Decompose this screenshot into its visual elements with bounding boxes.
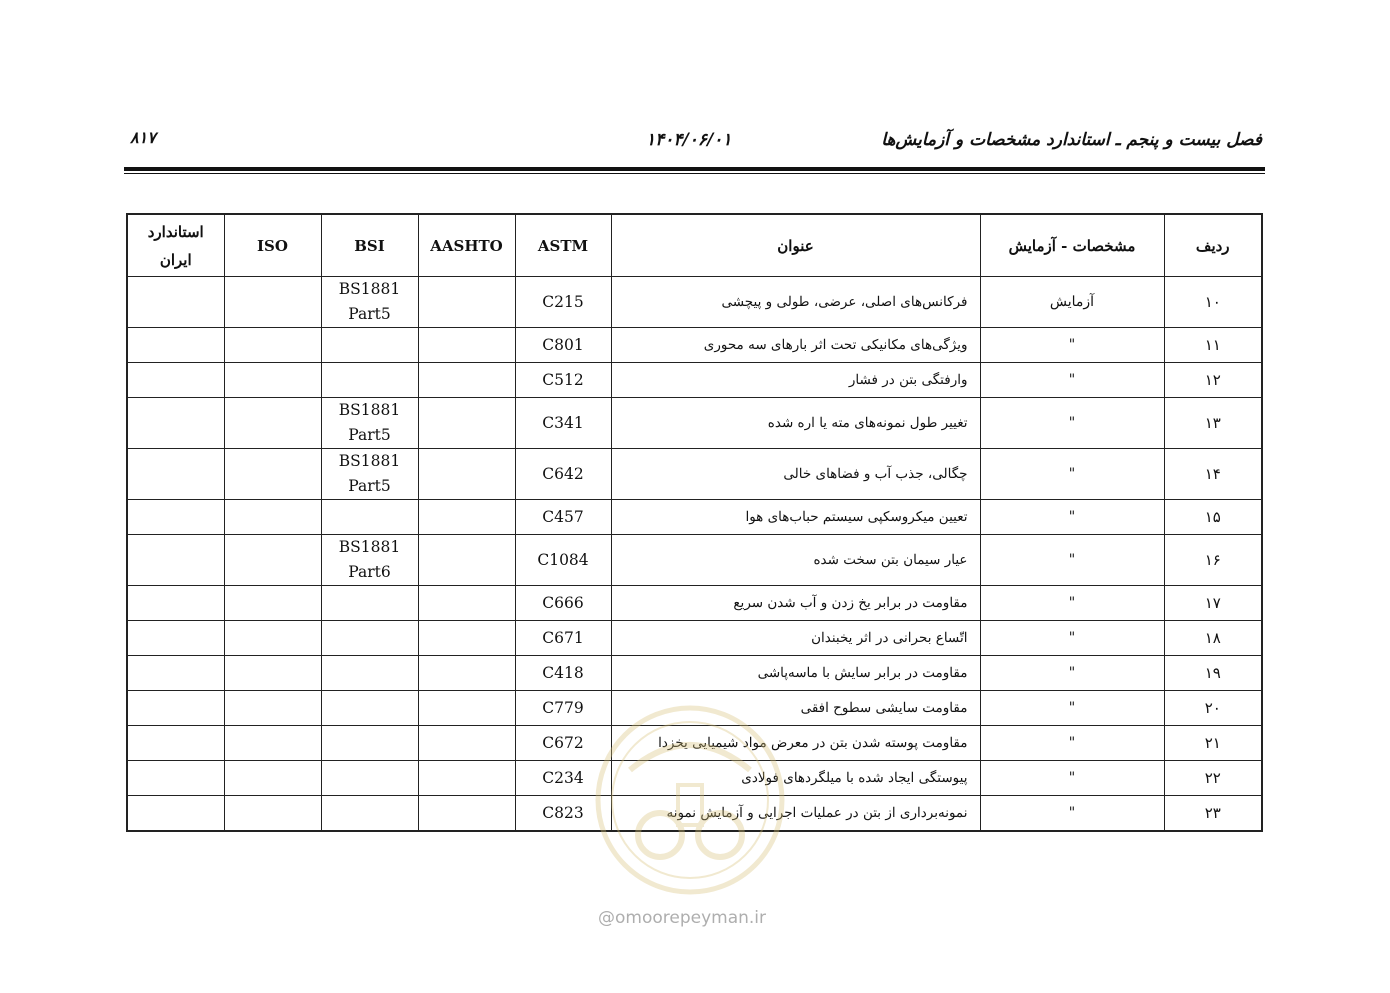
iso-cell: [224, 586, 321, 621]
table-row: [127, 586, 1262, 621]
title-cell: فرکانس‌های اصلی، عرضی، طولی و پیچشی: [611, 277, 980, 328]
header-spec: مشخصات - آزمایش: [980, 214, 1164, 277]
header-aashto: AASHTO: [418, 214, 515, 277]
page-number: ۸۱۷: [130, 128, 156, 147]
bsi-cell: [321, 535, 418, 586]
iran-standard-cell: [127, 363, 224, 398]
row-number-cell: ۱۳: [1164, 398, 1262, 449]
spec-cell: ": [980, 761, 1164, 796]
row-number-cell: ۱۱: [1164, 328, 1262, 363]
bsi-part: Part6: [348, 563, 391, 581]
aashto-cell: [418, 726, 515, 761]
header-rule-thin: [124, 173, 1265, 174]
header-astm: ASTM: [515, 214, 611, 277]
title-cell: عیار سیمان بتن سخت شده: [611, 535, 980, 586]
spec-cell: ": [980, 656, 1164, 691]
spec-cell: ": [980, 796, 1164, 832]
title-cell: تعیین میکروسکپی سیستم حباب‌های هوا: [611, 500, 980, 535]
aashto-cell: [418, 761, 515, 796]
table-row: [127, 796, 1262, 832]
table-header-row: [127, 214, 1262, 277]
aashto-cell: [418, 535, 515, 586]
bsi-cell: [321, 796, 418, 832]
title-cell: چگالی، جذب آب و فضاهای خالی: [611, 449, 980, 500]
header-row-number: ردیف: [1164, 214, 1262, 277]
astm-cell: C801: [515, 328, 611, 363]
iran-standard-cell: [127, 449, 224, 500]
aashto-cell: [418, 277, 515, 328]
iran-standard-cell: [127, 656, 224, 691]
title-cell: اتّساع بحرانی در اثر یخبندان: [611, 621, 980, 656]
row-number-cell: ۱۶: [1164, 535, 1262, 586]
spec-cell: ": [980, 500, 1164, 535]
document-date: ۱۴۰۴/۰۶/۰۱: [646, 130, 732, 150]
spec-cell: ": [980, 328, 1164, 363]
bsi-cell: [321, 277, 418, 328]
astm-cell: C418: [515, 656, 611, 691]
row-number-cell: ۲۰: [1164, 691, 1262, 726]
iso-cell: [224, 500, 321, 535]
astm-cell: C671: [515, 621, 611, 656]
iso-cell: [224, 277, 321, 328]
bsi-cell: [321, 656, 418, 691]
iran-standard-cell: [127, 500, 224, 535]
title-cell: تغییر طول نمونه‌های مته یا اره شده: [611, 398, 980, 449]
spec-cell: آزمایش: [980, 277, 1164, 328]
bsi-cell: [321, 328, 418, 363]
astm-cell: C1084: [515, 535, 611, 586]
title-cell: ویژگی‌های مکانیکی تحت اثر بارهای سه محوری: [611, 328, 980, 363]
aashto-cell: [418, 328, 515, 363]
astm-cell: C672: [515, 726, 611, 761]
iso-cell: [224, 761, 321, 796]
bsi-code: BS1881: [338, 401, 401, 419]
bsi-part: Part5: [348, 426, 391, 444]
iran-standard-cell: [127, 796, 224, 832]
aashto-cell: [418, 500, 515, 535]
row-number-cell: ۱۸: [1164, 621, 1262, 656]
row-number-cell: ۲۱: [1164, 726, 1262, 761]
bsi-code: BS1881: [338, 280, 401, 298]
title-cell: مقاومت در برابر سایش با ماسه‌پاشی: [611, 656, 980, 691]
row-number-cell: ۲۲: [1164, 761, 1262, 796]
header-iran-line2: ایران: [159, 250, 192, 269]
chapter-title: فصل بیست و پنجم ـ استاندارد مشخصات و آزمایش‌ها: [881, 130, 1262, 150]
bsi-cell: [321, 691, 418, 726]
iran-standard-cell: [127, 277, 224, 328]
aashto-cell: [418, 621, 515, 656]
astm-cell: C341: [515, 398, 611, 449]
row-number-cell: ۱۲: [1164, 363, 1262, 398]
astm-cell: C457: [515, 500, 611, 535]
bsi-part: Part5: [348, 477, 391, 495]
page-header: [126, 126, 1264, 158]
aashto-cell: [418, 691, 515, 726]
aashto-cell: [418, 656, 515, 691]
iso-cell: [224, 656, 321, 691]
header-rule-thick: [124, 167, 1265, 171]
table-row: [127, 328, 1262, 363]
aashto-cell: [418, 796, 515, 832]
header-title: عنوان: [611, 214, 980, 277]
spec-cell: ": [980, 398, 1164, 449]
astm-cell: C823: [515, 796, 611, 832]
row-number-cell: ۲۳: [1164, 796, 1262, 832]
iran-standard-cell: [127, 691, 224, 726]
table-row: [127, 621, 1262, 656]
row-number-cell: ۱۷: [1164, 586, 1262, 621]
iso-cell: [224, 328, 321, 363]
iso-cell: [224, 691, 321, 726]
header-iso: ISO: [224, 214, 321, 277]
spec-cell: ": [980, 449, 1164, 500]
astm-cell: C234: [515, 761, 611, 796]
title-cell: وارفتگی بتن در فشار: [611, 363, 980, 398]
bsi-cell: [321, 398, 418, 449]
astm-cell: C215: [515, 277, 611, 328]
iran-standard-cell: [127, 586, 224, 621]
row-number-cell: ۱۰: [1164, 277, 1262, 328]
iso-cell: [224, 621, 321, 656]
spec-cell: ": [980, 691, 1164, 726]
iran-standard-cell: [127, 328, 224, 363]
aashto-cell: [418, 586, 515, 621]
table-row: [127, 398, 1262, 449]
spec-cell: ": [980, 363, 1164, 398]
iso-cell: [224, 363, 321, 398]
table-row: [127, 726, 1262, 761]
watermark-text: @omoorepeyman.ir: [598, 908, 767, 928]
iran-standard-cell: [127, 726, 224, 761]
bsi-code: BS1881: [338, 538, 401, 556]
astm-cell: C512: [515, 363, 611, 398]
iso-cell: [224, 796, 321, 832]
table-row: [127, 691, 1262, 726]
astm-cell: C642: [515, 449, 611, 500]
table-row: [127, 761, 1262, 796]
bsi-cell: [321, 449, 418, 500]
bsi-cell: [321, 500, 418, 535]
row-number-cell: ۱۴: [1164, 449, 1262, 500]
table-row: [127, 535, 1262, 586]
iso-cell: [224, 726, 321, 761]
row-number-cell: ۱۹: [1164, 656, 1262, 691]
title-cell: مقاومت پوسته شدن بتن در معرض مواد شیمیایی یخزدا: [611, 726, 980, 761]
astm-cell: C666: [515, 586, 611, 621]
title-cell: پیوستگی ایجاد شده با میلگردهای فولادی: [611, 761, 980, 796]
iran-standard-cell: [127, 621, 224, 656]
table-row: [127, 500, 1262, 535]
bsi-cell: [321, 761, 418, 796]
aashto-cell: [418, 363, 515, 398]
iran-standard-cell: [127, 761, 224, 796]
iran-standard-cell: [127, 535, 224, 586]
row-number-cell: ۱۵: [1164, 500, 1262, 535]
header-bsi: BSI: [321, 214, 418, 277]
table-row: [127, 363, 1262, 398]
title-cell: مقاومت در برابر یخ زدن و آب شدن سریع: [611, 586, 980, 621]
astm-cell: C779: [515, 691, 611, 726]
bsi-part: Part5: [348, 305, 391, 323]
bsi-cell: [321, 621, 418, 656]
spec-cell: ": [980, 621, 1164, 656]
table-row: [127, 656, 1262, 691]
table-row: [127, 449, 1262, 500]
standards-table: [126, 213, 1263, 832]
aashto-cell: [418, 398, 515, 449]
spec-cell: ": [980, 726, 1164, 761]
bsi-cell: [321, 586, 418, 621]
aashto-cell: [418, 449, 515, 500]
spec-cell: ": [980, 535, 1164, 586]
header-iran-line1: استاندارد: [147, 222, 204, 241]
bsi-cell: [321, 363, 418, 398]
iran-standard-cell: [127, 398, 224, 449]
iso-cell: [224, 398, 321, 449]
header-iran-standard: [127, 214, 224, 277]
spec-cell: ": [980, 586, 1164, 621]
title-cell: مقاومت سایشی سطوح افقی: [611, 691, 980, 726]
bsi-code: BS1881: [338, 452, 401, 470]
bsi-cell: [321, 726, 418, 761]
iso-cell: [224, 449, 321, 500]
table-row: [127, 277, 1262, 328]
title-cell: نمونه‌برداری از بتن در عملیات اجرایی و آزمایش نمونه: [611, 796, 980, 832]
iso-cell: [224, 535, 321, 586]
